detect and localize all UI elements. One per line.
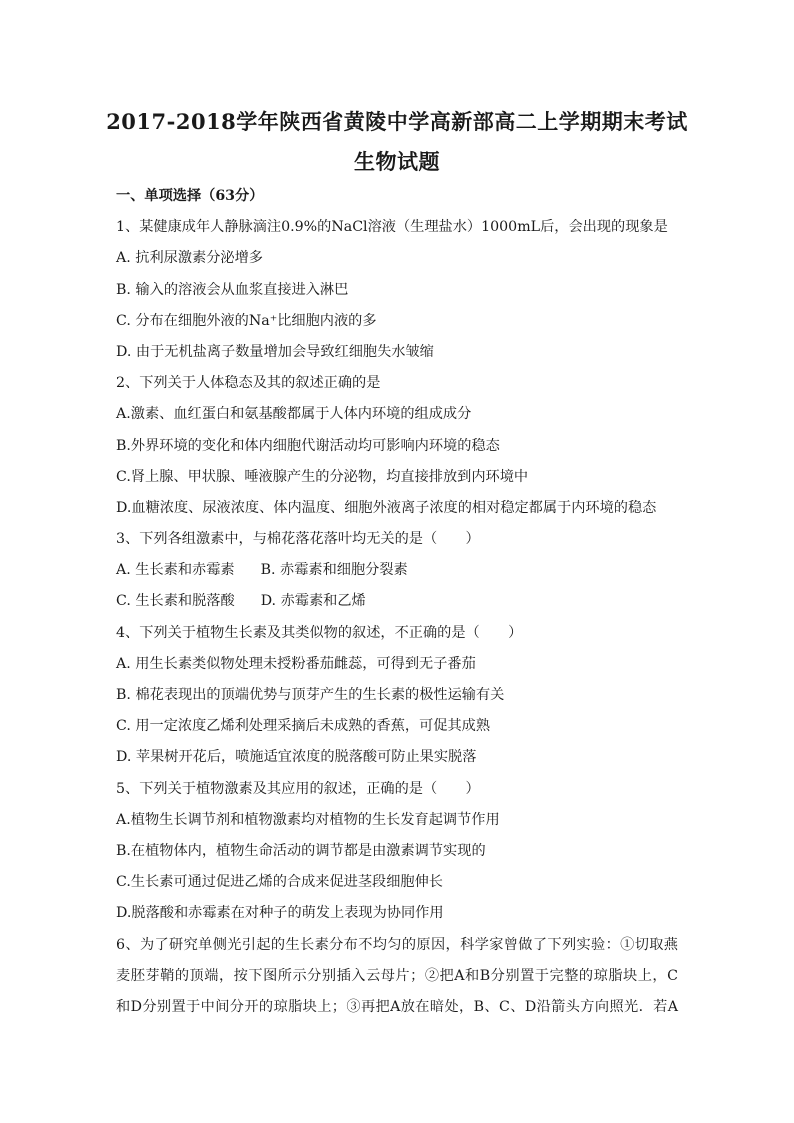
question-4-option-a: A. 用生长素类似物处理未授粉番茄雌蕊，可得到无子番茄 (116, 655, 476, 672)
question-2-option-c: C.肾上腺、甲状腺、唾液腺产生的分泌物，均直接排放到内环境中 (116, 468, 529, 485)
question-6-line-2: 麦胚芽鞘的顶端，按下图所示分别插入云母片；②把A和B分别置于完整的琼脂块上，C (116, 967, 678, 984)
question-5-option-c: C.生长素可通过促进乙烯的合成来促进茎段细胞伸长 (116, 874, 443, 891)
question-2-option-b: B.外界环境的变化和体内细胞代谢活动均可影响内环境的稳态 (116, 437, 500, 454)
question-4-option-c: C. 用一定浓度乙烯利处理采摘后未成熟的香蕉，可促其成熟 (116, 718, 491, 735)
question-4-stem: 4、下列关于植物生长素及其类似物的叙述，不正确的是（ ） (116, 624, 523, 641)
question-1-stem: 1、某健康成年人静脉滴注0.9%的NaCl溶液（生理盐水）1000mL后，会出现的现象是 (116, 219, 668, 236)
question-3-stem: 3、下列各组激素中，与棉花落花落叶均无关的是（ ） (116, 531, 480, 548)
question-1-option-d: D. 由于无机盐离子数量增加会导致红细胞失水皱缩 (116, 343, 434, 360)
question-2-option-a: A.激素、血红蛋白和氨基酸都属于人体内环境的组成成分 (116, 406, 472, 423)
question-6-line-3: 和D分别置于中间分开的琼脂块上；③再把A放在暗处，B、C、D沿箭头方向照光．若A (116, 998, 678, 1015)
question-2-stem: 2、下列关于人体稳态及其的叙述正确的是 (116, 375, 381, 392)
question-3-option-c: C. 生长素和脱落酸 (116, 593, 235, 610)
document-subtitle: 生物试题 (354, 149, 440, 174)
document-title: 2017-2018学年陕西省黄陵中学高新部高二上学期期末考试 (106, 109, 688, 134)
question-3-option-a: A. 生长素和赤霉素 (116, 562, 235, 579)
question-5-option-d: D.脱落酸和赤霉素在对种子的萌发上表现为协同作用 (116, 905, 444, 922)
question-5-stem: 5、下列关于植物激素及其应用的叙述，正确的是（ ） (116, 780, 480, 797)
question-1-option-b: B. 输入的溶液会从血浆直接进入淋巴 (116, 281, 349, 298)
question-3-options-row-2 (116, 586, 716, 617)
question-3-options-row-1 (116, 555, 716, 586)
question-2-option-d: D.血糖浓度、尿液浓度、体内温度、细胞外液离子浓度的相对稳定都属于内环境的稳态 (116, 499, 657, 516)
section-header: 一、单项选择（63分） (116, 188, 264, 204)
question-4-option-b: B. 棉花表现出的顶端优势与顶芽产生的生长素的极性运输有关 (116, 687, 505, 703)
question-5-option-a: A.植物生长调节剂和植物激素均对植物的生长发育起调节作用 (116, 811, 500, 828)
question-5-option-b: B.在植物体内，植物生命活动的调节都是由激素调节实现的 (116, 842, 486, 859)
question-6-line-1: 6、为了研究单侧光引起的生长素分布不均匀的原因，科学家曾做了下列实验：①切取燕 (116, 936, 678, 953)
question-1-option-a: A. 抗利尿激素分泌增多 (116, 250, 263, 267)
question-1-option-c: C. 分布在细胞外液的Na⁺比细胞内液的多 (116, 312, 377, 329)
question-3-option-d: D. 赤霉素和乙烯 (260, 593, 366, 610)
question-3-option-b: B. 赤霉素和细胞分裂素 (260, 562, 408, 579)
question-4-option-d: D. 苹果树开花后，喷施适宜浓度的脱落酸可防止果实脱落 (116, 749, 477, 766)
document-body (116, 181, 716, 1023)
